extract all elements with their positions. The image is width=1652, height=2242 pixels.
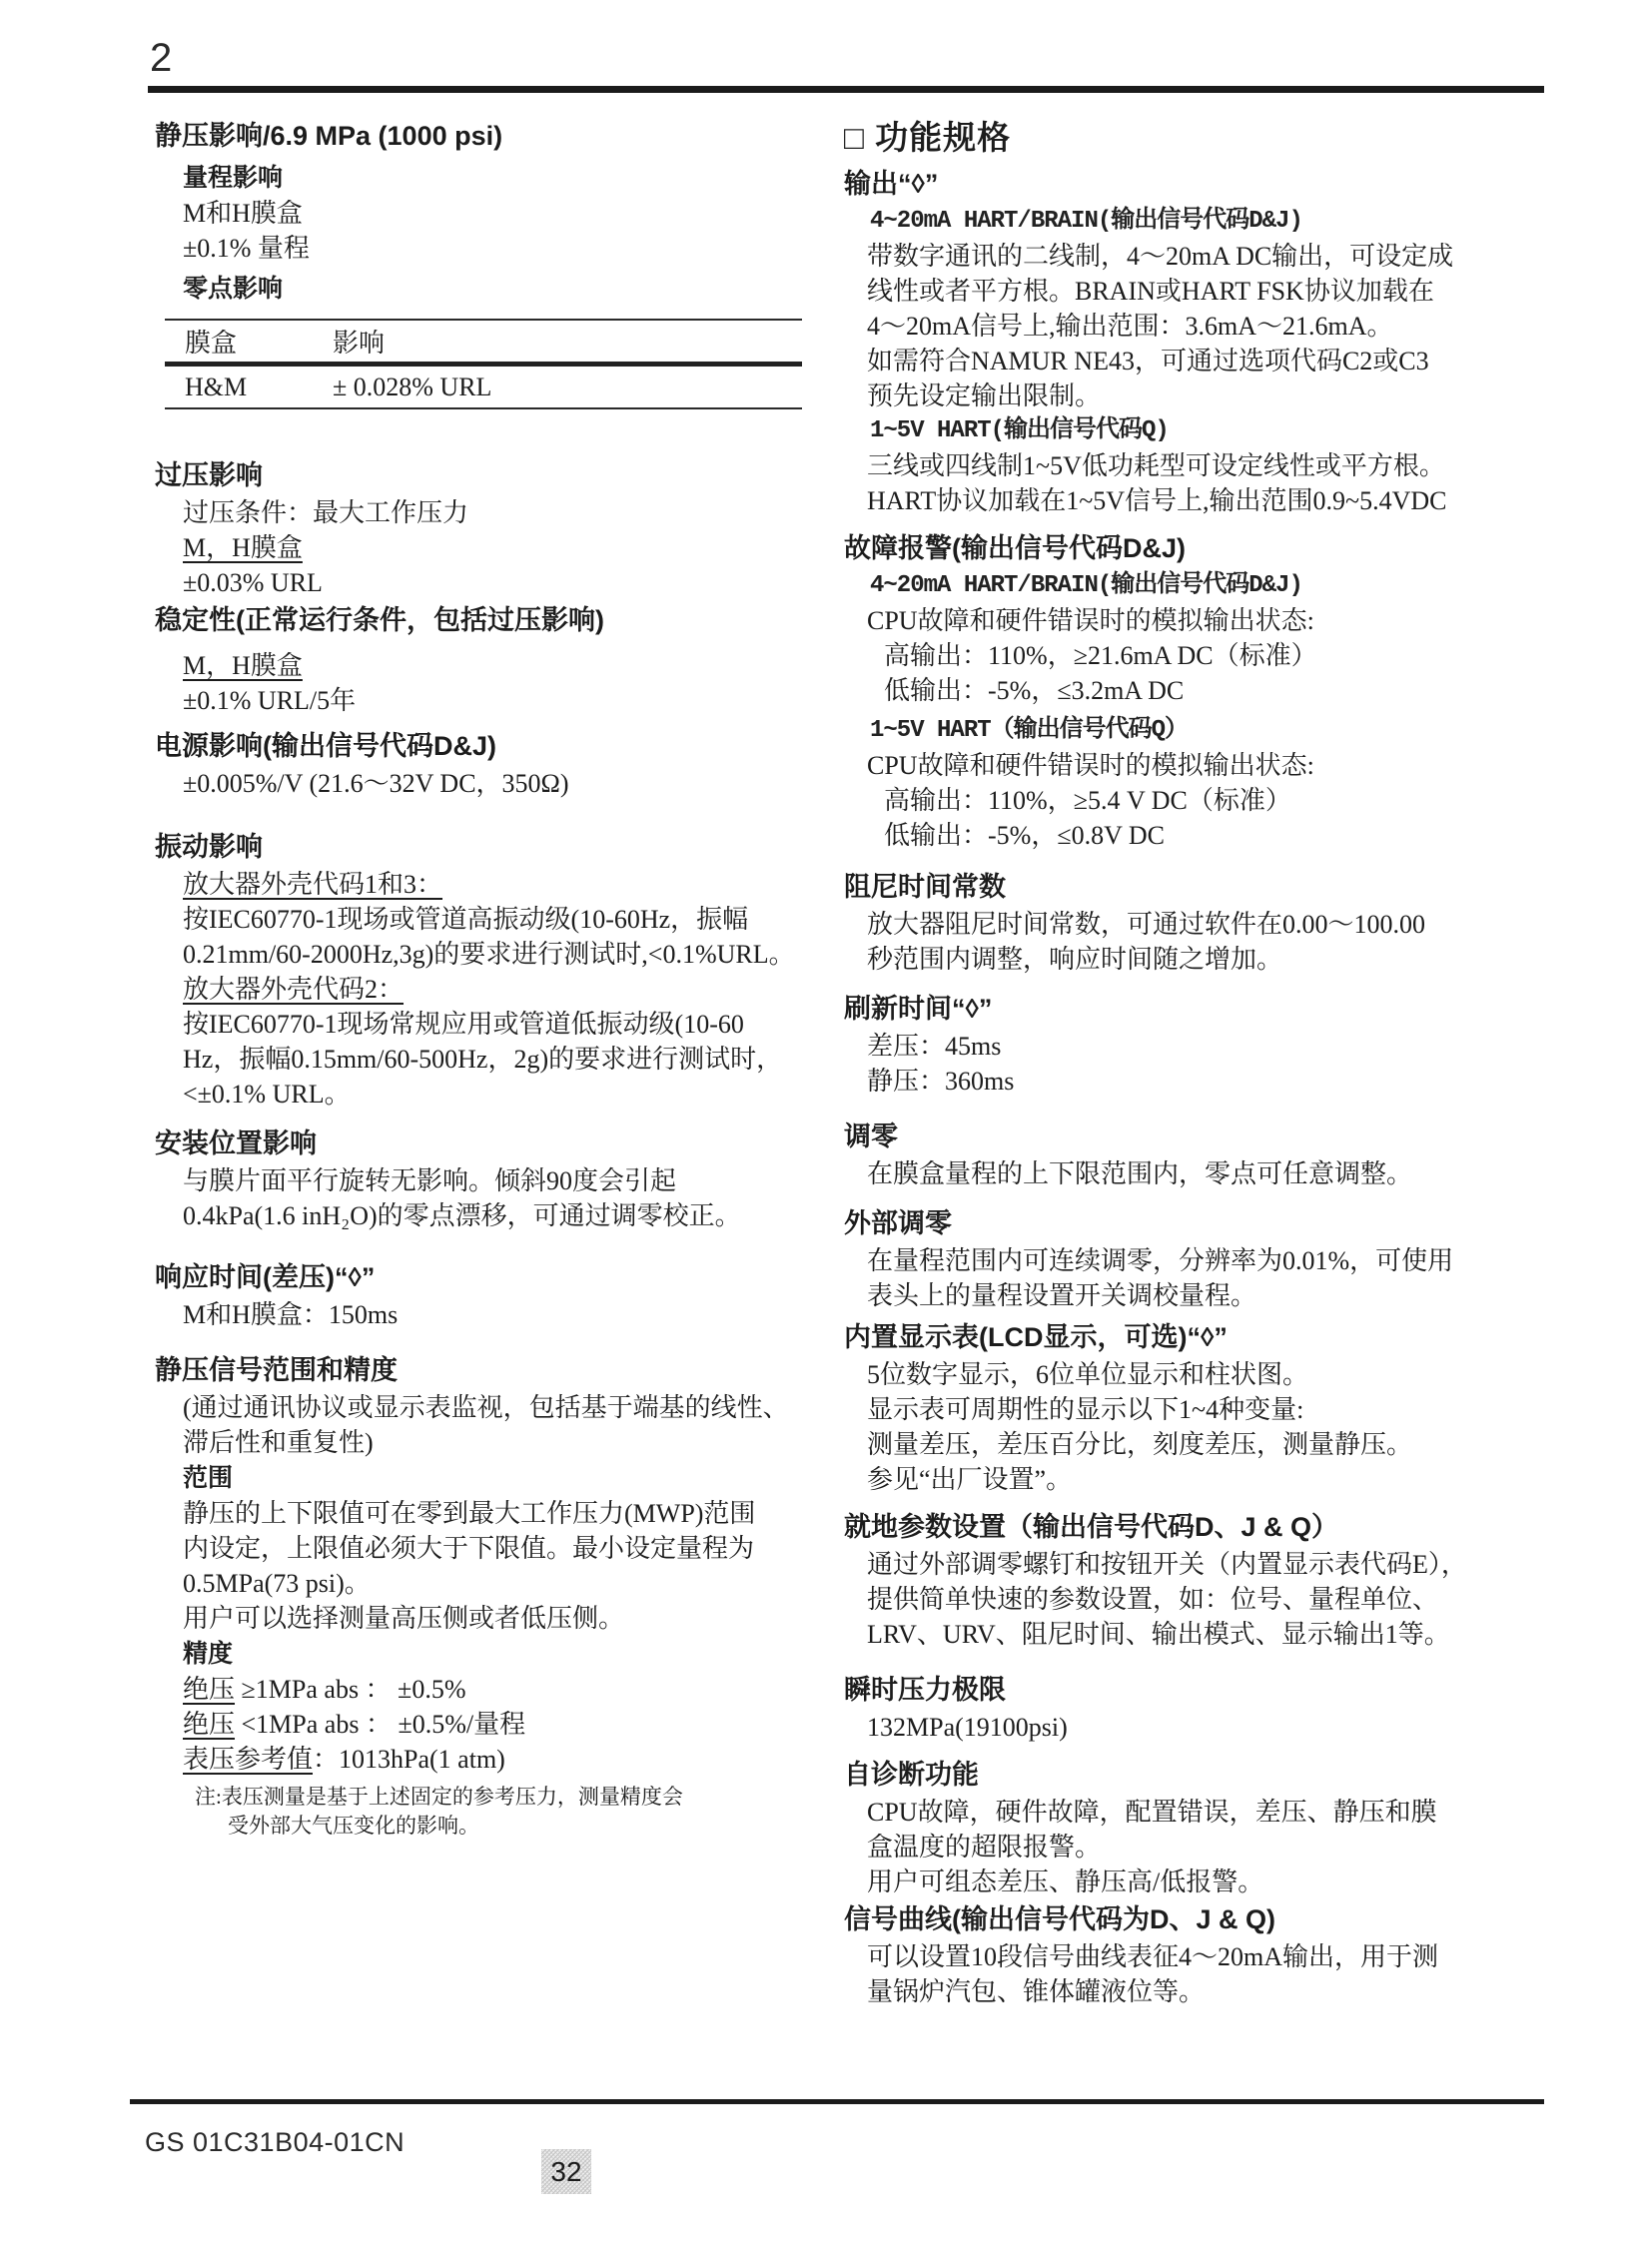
text-line: 0.5MPa(73 psi)。 xyxy=(183,1569,371,1598)
note-line: 注:表压测量是基于上述固定的参考压力，测量精度会 xyxy=(195,1785,683,1809)
text-line: 内设定，上限值必须大于下限值。最小设定量程为 xyxy=(183,1534,755,1563)
section-heading: 自诊断功能 xyxy=(844,1760,979,1790)
page-number: 32 xyxy=(550,2155,582,2187)
text-line: CPU故障，硬件故障，配置错误，差压、静压和膜 xyxy=(867,1798,1437,1827)
text-line: 与膜片面平行旋转无影响。倾斜90度会引起 xyxy=(183,1166,677,1195)
mono-text-line: 1~5V HART(输出信号代码Q) xyxy=(870,417,1169,444)
header-rule xyxy=(148,86,1544,93)
text-line: 过压条件：最大工作压力 xyxy=(183,498,469,527)
table-header-capsule: 膜盒 xyxy=(185,329,238,358)
text-line: 通过外部调零螺钉和按钮开关（内置显示表代码E）， xyxy=(867,1550,1467,1579)
text-line: CPU故障和硬件错误时的模拟输出状态: xyxy=(867,751,1314,780)
section-heading: 阻尼时间常数 xyxy=(844,872,1006,902)
page-corner-number: 2 xyxy=(150,36,173,80)
text-line: 0.4kPa(1.6 inH₂O)的零点漂移，可通过调零校正。 xyxy=(183,1201,741,1230)
section-heading: 内置显示表(LCD显示，可选)“◊” xyxy=(844,1322,1228,1352)
text-line xyxy=(155,1707,804,1742)
underlined-subheading: 放大器外壳代码1和3： xyxy=(183,870,443,899)
text-line: 用户可以选择测量高压侧或者低压侧。 xyxy=(183,1604,625,1633)
text-segment: <1MPa abs ： ±0.5%/量程 xyxy=(235,1710,526,1739)
text-line: CPU故障和硬件错误时的模拟输出状态: xyxy=(867,606,1314,635)
table-cell-capsule: H&M xyxy=(185,372,248,401)
text-line: 可以设置10段信号曲线表征4～20mA输出，用于测 xyxy=(867,1942,1439,1971)
underlined-label: 绝压 xyxy=(183,1710,236,1739)
document-number: GS 01C31B04-01CN xyxy=(145,2127,406,2157)
text-line-indented: 低输出：-5%，≤3.2mA DC xyxy=(884,676,1185,705)
text-line: LRV、URV、阻尼时间、输出模式、显示输出1等。 xyxy=(867,1620,1450,1649)
text-line xyxy=(155,1672,804,1707)
text-line: 提供简单快速的参数设置，如：位号、量程单位、 xyxy=(867,1585,1439,1614)
text-line: 量锅炉汽包、锥体罐液位等。 xyxy=(867,1977,1206,2006)
table-header-effect: 影响 xyxy=(333,329,386,358)
text-line: M和H膜盒：150ms xyxy=(183,1300,399,1329)
text-line: ±0.005%/V (21.6～32V DC，350Ω) xyxy=(183,769,569,798)
text-line: 参见“出厂设置”。 xyxy=(867,1465,1073,1494)
left-column-bottom-blocks xyxy=(155,455,804,1841)
text-line-indented: 低输出：-5%，≤0.8V DC xyxy=(884,821,1166,850)
section-heading: 就地参数设置（输出信号代码D、J & Q） xyxy=(844,1512,1339,1542)
text-line: 5位数字显示，6位单位显示和柱状图。 xyxy=(867,1360,1309,1389)
page-number-badge xyxy=(541,2149,591,2194)
section-heading: 调零 xyxy=(844,1121,898,1151)
section-heading: 振动影响 xyxy=(155,832,263,862)
sub-heading: 范围 xyxy=(183,1464,234,1492)
text-line-indented: 高输出：110%，≥21.6mA DC（标准） xyxy=(884,641,1317,670)
section-heading: 瞬时压力极限 xyxy=(844,1675,1006,1705)
text-line: 带数字通讯的二线制，4～20mA DC输出，可设定成 xyxy=(867,242,1454,271)
note-line: 受外部大气压变化的影响。 xyxy=(228,1814,479,1838)
mono-text-line: 1~5V HART（输出信号代码Q） xyxy=(870,717,1189,744)
text-line: 按IEC60770-1现场常规应用或管道低振动级(10-60 xyxy=(183,1010,744,1039)
section-heading: 静压影响/6.9 MPa (1000 psi) xyxy=(155,121,503,151)
section-heading: 输出“◊” xyxy=(844,169,939,199)
section-heading: 稳定性(正常运行条件，包括过压影响) xyxy=(155,605,604,635)
text-segment: ：1013hPa(1 atm) xyxy=(313,1745,505,1774)
text-line: 测量差压，差压百分比，刻度差压，测量静压。 xyxy=(867,1430,1413,1459)
underlined-subheading: 放大器外壳代码2： xyxy=(183,975,405,1004)
underlined-label: 绝压 xyxy=(183,1675,236,1704)
sub-heading: 量程影响 xyxy=(183,164,284,192)
right-column-blocks xyxy=(844,114,1549,2009)
text-line: 4～20mA信号上,输出范围：3.6mA～21.6mA。 xyxy=(867,312,1393,341)
mono-text-line: 4~20mA HART/BRAIN(输出信号代码D&J) xyxy=(870,572,1302,599)
section-heading: 电源影响(输出信号代码D&J) xyxy=(155,731,496,761)
table-row xyxy=(165,365,802,409)
table-cell-effect: ± 0.028% URL xyxy=(333,372,492,401)
underlined-subheading: M，H膜盒 xyxy=(183,533,303,562)
text-line: (通过通讯协议或显示表监视，包括基于端基的线性、 xyxy=(183,1393,789,1422)
text-line: 在量程范围内可连续调零，分辨率为0.01%，可使用 xyxy=(867,1246,1454,1275)
section-heading: 静压信号范围和精度 xyxy=(155,1355,398,1385)
underlined-label: 表压参考值 xyxy=(183,1745,314,1774)
sub-heading: 精度 xyxy=(183,1640,234,1668)
text-line-indented: 高输出：110%，≥5.4 V DC（标准） xyxy=(884,786,1291,815)
text-line: ±0.03% URL xyxy=(183,568,323,597)
text-line: ±0.1% URL/5年 xyxy=(183,686,357,715)
left-column xyxy=(155,100,804,1841)
text-line: 差压：45ms xyxy=(867,1032,1002,1061)
text-line: 秒范围内调整，响应时间随之增加。 xyxy=(867,945,1283,974)
text-line: 显示表可周期性的显示以下1~4种变量: xyxy=(867,1395,1304,1424)
text-line: 放大器阻尼时间常数，可通过软件在0.00～100.00 xyxy=(867,910,1426,939)
left-column-top-blocks xyxy=(155,116,804,307)
right-column xyxy=(844,100,1549,2009)
zero-shift-table xyxy=(165,319,802,409)
section-heading: 响应时间(差压)“◊” xyxy=(155,1262,376,1292)
text-line: 如需符合NAMUR NE43，可通过选项代码C2或C3 xyxy=(867,347,1429,375)
sub-heading: 零点影响 xyxy=(183,275,284,303)
text-line: 表头上的量程设置开关调校量程。 xyxy=(867,1281,1257,1310)
text-line: 滞后性和重复性) xyxy=(183,1428,374,1457)
section-heading: 故障报警(输出信号代码D&J) xyxy=(844,533,1186,563)
mono-text-line: 4~20mA HART/BRAIN(输出信号代码D&J) xyxy=(870,208,1302,235)
table-header-row xyxy=(165,320,802,365)
text-segment: ≥1MPa abs ： ±0.5% xyxy=(235,1675,466,1704)
text-line: 在膜盒量程的上下限范围内，零点可任意调整。 xyxy=(867,1159,1413,1188)
underlined-subheading: M，H膜盒 xyxy=(183,651,303,680)
text-line xyxy=(155,1742,804,1777)
text-line: 静压的上下限值可在零到最大工作压力(MWP)范围 xyxy=(183,1499,756,1528)
section-title: □ 功能规格 xyxy=(844,119,1012,156)
text-line: 三线或四线制1~5V低功耗型可设定线性或平方根。 xyxy=(867,451,1445,480)
text-line: M和H膜盒 xyxy=(183,199,303,228)
text-line: 盒温度的超限报警。 xyxy=(867,1833,1102,1862)
text-line: 132MPa(19100psi) xyxy=(867,1713,1068,1742)
text-line: 用户可组态差压、静压高/低报警。 xyxy=(867,1868,1264,1896)
text-line: 线性或者平方根。BRAIN或HART FSK协议加载在 xyxy=(867,277,1434,306)
text-line: 0.21mm/60-2000Hz,3g)的要求进行测试时,<0.1%URL。 xyxy=(183,940,795,969)
text-line: ±0.1% 量程 xyxy=(183,234,310,263)
text-line: HART协议加载在1~5V信号上,输出范围0.9~5.4VDC xyxy=(867,486,1447,515)
section-heading: 外部调零 xyxy=(844,1208,952,1238)
section-heading: 安装位置影响 xyxy=(155,1128,317,1158)
text-line: 静压：360ms xyxy=(867,1067,1015,1096)
text-line: <±0.1% URL。 xyxy=(183,1080,351,1109)
text-line: 按IEC60770-1现场或管道高振动级(10-60Hz，振幅 xyxy=(183,905,749,934)
section-heading: 刷新时间“◊” xyxy=(844,994,993,1024)
section-heading: 信号曲线(输出信号代码为D、J & Q) xyxy=(844,1904,1275,1934)
section-heading: 过压影响 xyxy=(155,460,263,490)
text-line: 预先设定输出限制。 xyxy=(867,381,1102,410)
text-line: Hz，振幅0.15mm/60-500Hz，2g)的要求进行测试时， xyxy=(183,1045,783,1074)
footer-rule xyxy=(130,2099,1544,2104)
